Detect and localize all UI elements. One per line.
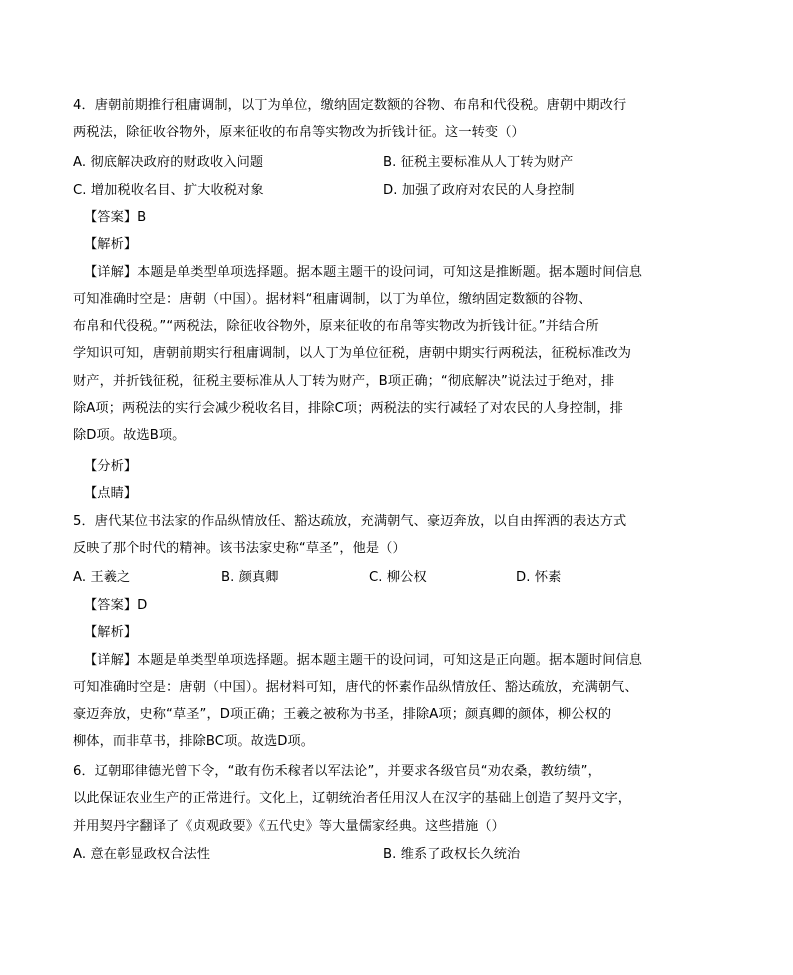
- q4-option-c: C. 增加税收名目、扩大收税对象: [73, 183, 264, 198]
- q6-stem-line-1: 6．辽朝耶律德光曾下令，“敢有伤禾稼者以军法论”，并要求各级官员“劝农桑，教纺绩”，: [73, 764, 601, 779]
- q4-detail-line-7: 除D项。故选B项。: [73, 428, 186, 443]
- q4-answer: 【答案】B: [84, 210, 147, 225]
- q6-stem-line-3: 并用契丹字翻译了《贞观政要》《五代史》等大量儒家经典。这些措施（）: [73, 819, 505, 834]
- q4-detail-line-3: 布帛和代役税。”“两税法，除征收谷物外，原来征收的布帛等实物改为折钱计征。”并结合所: [73, 319, 599, 334]
- q4-detail-line-6: 除A项；两税法的实行会减少税收名目，排除C项；两税法的实行减轻了对农民的人身控制，排: [73, 401, 623, 416]
- q6-stem-line-2: 以此保证农业生产的正常进行。文化上，辽朝统治者任用汉人在汉字的基础上创造了契丹文字，: [73, 791, 632, 806]
- q4-detail-line-4: 学知识可知，唐朝前期实行租庸调制，以人丁为单位征税，唐朝中期实行两税法，征税标准改为: [73, 346, 632, 361]
- q5-option-b: B. 颜真卿: [221, 570, 279, 585]
- q5-detail-line-1: 【详解】本题是单类型单项选择题。据本题主题干的设问词，可知这是正向题。据本题时间信息: [84, 653, 643, 668]
- q4-stem-line-1: 4．唐朝前期推行租庸调制，以丁为单位，缴纳固定数额的谷物、布帛和代役税。唐朝中期改行: [73, 98, 627, 113]
- q5-detail-line-4: 柳体，而非草书，排除BC项。故选D项。: [73, 734, 315, 749]
- q4-detail-line-1: 【详解】本题是单类型单项选择题。据本题主题干的设问词，可知这是推断题。据本题时间信息: [84, 265, 643, 280]
- q5-detail-line-3: 豪迈奔放，史称“草圣”，D项正确；王羲之被称为书圣，排除A项；颜真卿的颜体，柳公权的: [73, 707, 612, 722]
- q6-option-b: B. 维系了政权长久统治: [383, 847, 521, 862]
- q4-option-a: A. 彻底解决政府的财政收入问题: [73, 155, 264, 170]
- q5-option-d: D. 怀素: [516, 570, 562, 585]
- q5-answer: 【答案】D: [84, 598, 148, 613]
- q4-analysis-heading: 【解析】: [84, 237, 138, 252]
- q4-fenxi-heading: 【分析】: [84, 459, 138, 474]
- q4-dianjing-heading: 【点睛】: [84, 486, 138, 501]
- q4-detail-line-2: 可知准确时空是：唐朝（中国）。据材料“租庸调制，以丁为单位，缴纳固定数额的谷物、: [73, 292, 592, 307]
- q5-stem-line-1: 5．唐代某位书法家的作品纵情放任、豁达疏放，充满朝气、豪迈奔放，以自由挥洒的表达方式: [73, 514, 627, 529]
- q5-stem-line-2: 反映了那个时代的精神。该书法家史称“草圣”，他是（）: [73, 541, 406, 556]
- q5-option-a: A. 王羲之: [73, 570, 131, 585]
- q4-option-b: B. 征税主要标准从人丁转为财产: [383, 155, 574, 170]
- q6-option-a: A. 意在彰显政权合法性: [73, 847, 211, 862]
- q5-detail-line-2: 可知准确时空是：唐朝（中国）。据材料可知，唐代的怀素作品纵情放任、豁达疏放，充满朝气、: [73, 680, 638, 695]
- q4-option-d: D. 加强了政府对农民的人身控制: [383, 183, 575, 198]
- q4-stem-line-2: 两税法，除征收谷物外，原来征收的布帛等实物改为折钱计征。这一转变（）: [73, 125, 525, 140]
- q5-option-c: C. 柳公权: [369, 570, 427, 585]
- q5-analysis-heading: 【解析】: [84, 625, 138, 640]
- q4-detail-line-5: 财产，并折钱征税，征税主要标准从人丁转为财产，B项正确；“彻底解决”说法过于绝对，排: [73, 374, 615, 389]
